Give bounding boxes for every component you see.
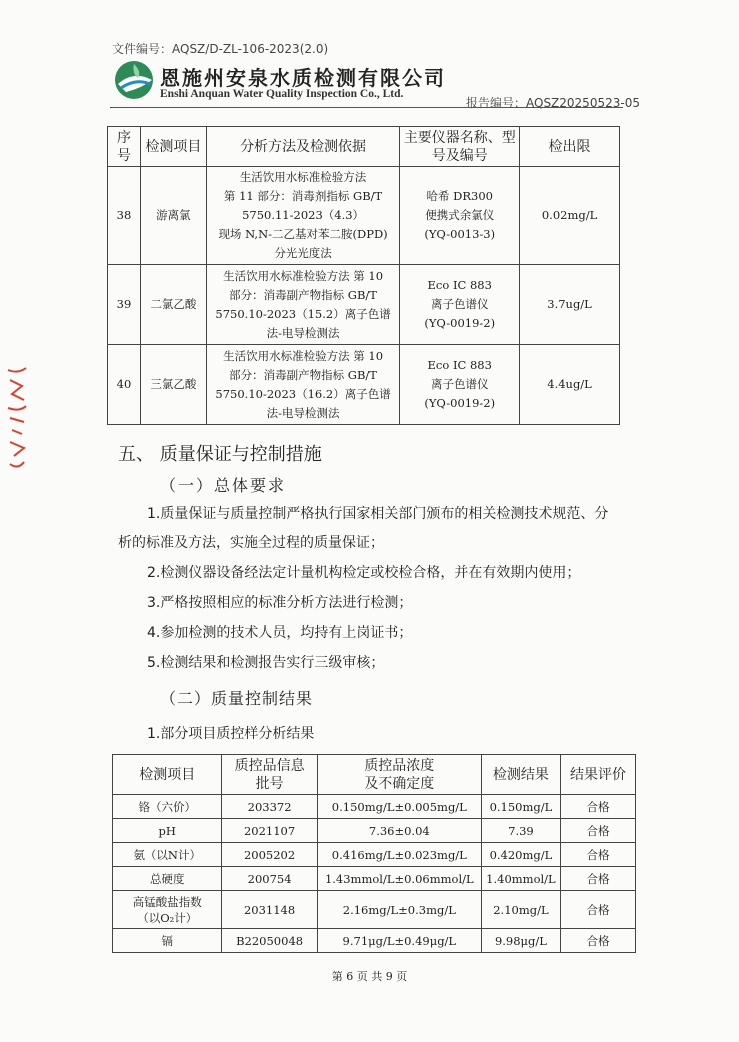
method-line: 5750.11-2023（4.3） (242, 208, 365, 222)
qc-conc: 7.36±0.04 (317, 819, 481, 843)
qc-header-eval: 结果评价 (560, 755, 635, 795)
qc-batch: 2021107 (222, 819, 317, 843)
report-number: 报告编号：AQSZ20250523-05 (466, 96, 640, 110)
qc-item: 镉 (113, 929, 222, 953)
method-header-method: 分析方法及检测依据 (206, 127, 400, 167)
requirement-line: 析的标准及方法，实施全过程的质量保证； (118, 535, 384, 551)
table-row (113, 867, 636, 891)
qc-header-item: 检测项目 (113, 755, 222, 795)
qc-item: pH (113, 819, 222, 843)
requirement-line: 3.严格按照相应的标准分析方法进行检测； (147, 595, 413, 611)
row-instrument (400, 265, 520, 345)
table-row (108, 167, 620, 265)
instrument-line: 便携式余氯仪 (425, 208, 495, 222)
requirement-line: 2.检测仪器设备经法定计量机构检定或校检合格，并在有效期内使用； (147, 565, 581, 581)
table-row (113, 795, 636, 819)
qc-eval: 合格 (560, 843, 635, 867)
qc-conc: 1.43mmol/L±0.06mmol/L (317, 867, 481, 891)
method-table (107, 126, 620, 425)
qc-result: 0.420mg/L (481, 843, 560, 867)
table-row (113, 929, 636, 953)
row-instrument (400, 345, 520, 425)
qc-batch: 200754 (222, 867, 317, 891)
qc-result: 7.39 (481, 819, 560, 843)
method-line: 现场 N,N-二乙基对苯二胺(DPD) (218, 227, 388, 241)
qc-header-batch-label: 质控品信息 批号 (234, 757, 305, 792)
qc-table (112, 754, 636, 953)
requirement-line: 5.检测结果和检测报告实行三级审核； (147, 655, 385, 671)
qc-item: 铬（六价） (113, 795, 222, 819)
qc-header-conc-label: 质控品浓度 及不确定度 (364, 757, 435, 792)
subsection-title: （一）总体要求 (160, 476, 287, 495)
subsection-title: （二）质量控制结果 (160, 689, 314, 708)
qc-eval: 合格 (560, 891, 635, 929)
table-row (113, 891, 636, 929)
qc-conc: 9.71μg/L±0.49μg/L (317, 929, 481, 953)
row-limit: 4.4ug/L (520, 345, 620, 425)
method-line: 第 11 部分：消毒剂指标 GB/T (223, 189, 383, 203)
row-item: 二氯乙酸 (140, 265, 206, 345)
method-header-item: 检测项目 (140, 127, 206, 167)
water-drop-logo-icon (112, 58, 166, 102)
qc-header-result: 检测结果 (481, 755, 560, 795)
table-row (108, 345, 620, 425)
company-name-en: Enshi Anquan Water Quality Inspection Co., Ltd. (160, 88, 404, 100)
method-line: 5750.10-2023（15.2）离子色谱 (215, 306, 391, 321)
instrument-line: 离子色谱仪 (430, 297, 489, 311)
method-line: 生活饮用水标准检验方法 第 10 (223, 268, 384, 283)
red-seal-stamp-icon (4, 360, 30, 480)
qc-result: 0.150mg/L (481, 795, 560, 819)
instrument-line: Eco IC 883 (427, 358, 492, 372)
instrument-line: 离子色谱仪 (430, 377, 489, 391)
qc-result: 9.98μg/L (481, 929, 560, 953)
method-line: 法-电导检测法 (266, 405, 340, 420)
qc-header-batch (222, 755, 317, 795)
page-footer: 第 6 页 共 9 页 (331, 970, 408, 983)
requirement-line: 1.质量保证与质量控制严格执行国家相关部门颁布的相关检测技术规范、分 (147, 506, 609, 522)
qc-conc: 0.150mg/L±0.005mg/L (317, 795, 481, 819)
instrument-line: (YQ-0013-3) (424, 227, 496, 241)
row-instrument (400, 167, 520, 265)
qc-eval: 合格 (560, 819, 635, 843)
qc-item: 高锰酸盐指数 （以O₂计） (113, 891, 222, 929)
instrument-line: (YQ-0019-2) (424, 316, 496, 330)
row-item: 三氯乙酸 (140, 345, 206, 425)
qc-header-conc (317, 755, 481, 795)
method-line: 部分：消毒副产物指标 GB/T (229, 287, 377, 302)
method-header-limit: 检出限 (520, 127, 620, 167)
method-line: 5750.10-2023（16.2）离子色谱 (215, 386, 391, 401)
qc-batch: 2005202 (222, 843, 317, 867)
row-no: 40 (108, 345, 141, 425)
instrument-line: Eco IC 883 (427, 278, 492, 292)
method-header-instrument: 主要仪器名称、型号及编号 (400, 127, 520, 167)
instrument-line: (YQ-0019-2) (424, 396, 496, 410)
row-no: 39 (108, 265, 141, 345)
method-header-no: 序号 (108, 127, 141, 167)
row-method (206, 167, 400, 265)
qc-item: 氨（以N计） (113, 843, 222, 867)
document-number: 文件编号：AQSZ/D-ZL-106-2023(2.0) (112, 42, 329, 56)
qc-batch: B22050048 (222, 929, 317, 953)
row-no: 38 (108, 167, 141, 265)
qc-result: 1.40mmol/L (481, 867, 560, 891)
method-line: 生活饮用水标准检验方法 第 10 (223, 348, 384, 363)
table-row (113, 843, 636, 867)
row-limit: 3.7ug/L (520, 265, 620, 345)
qc-conc: 2.16mg/L±0.3mg/L (317, 891, 481, 929)
qc-batch: 2031148 (222, 891, 317, 929)
method-line: 部分：消毒副产物指标 GB/T (229, 367, 377, 382)
section-title: 五、 质量保证与控制措施 (118, 444, 322, 465)
company-name-cn: 恩施州安泉水质检测有限公司 (160, 66, 446, 90)
method-line: 法-电导检测法 (266, 325, 340, 340)
qc-batch: 203372 (222, 795, 317, 819)
method-line: 分光光度法 (274, 246, 332, 260)
instrument-line: 哈希 DR300 (426, 189, 493, 203)
method-line: 生活饮用水标准检验方法 (239, 170, 367, 184)
row-method (206, 265, 400, 345)
qc-result: 2.10mg/L (481, 891, 560, 929)
header-divider (110, 107, 623, 108)
row-limit: 0.02mg/L (520, 167, 620, 265)
row-method (206, 345, 400, 425)
qc-eval: 合格 (560, 929, 635, 953)
qc-conc: 0.416mg/L±0.023mg/L (317, 843, 481, 867)
table-row (108, 265, 620, 345)
table-row (113, 819, 636, 843)
qc-item: 总硬度 (113, 867, 222, 891)
requirement-line: 4.参加检测的技术人员，均持有上岗证书； (147, 625, 413, 641)
row-item: 游离氯 (140, 167, 206, 265)
qc-table-caption: 1.部分项目质控样分析结果 (147, 726, 315, 742)
qc-eval: 合格 (560, 867, 635, 891)
qc-eval: 合格 (560, 795, 635, 819)
